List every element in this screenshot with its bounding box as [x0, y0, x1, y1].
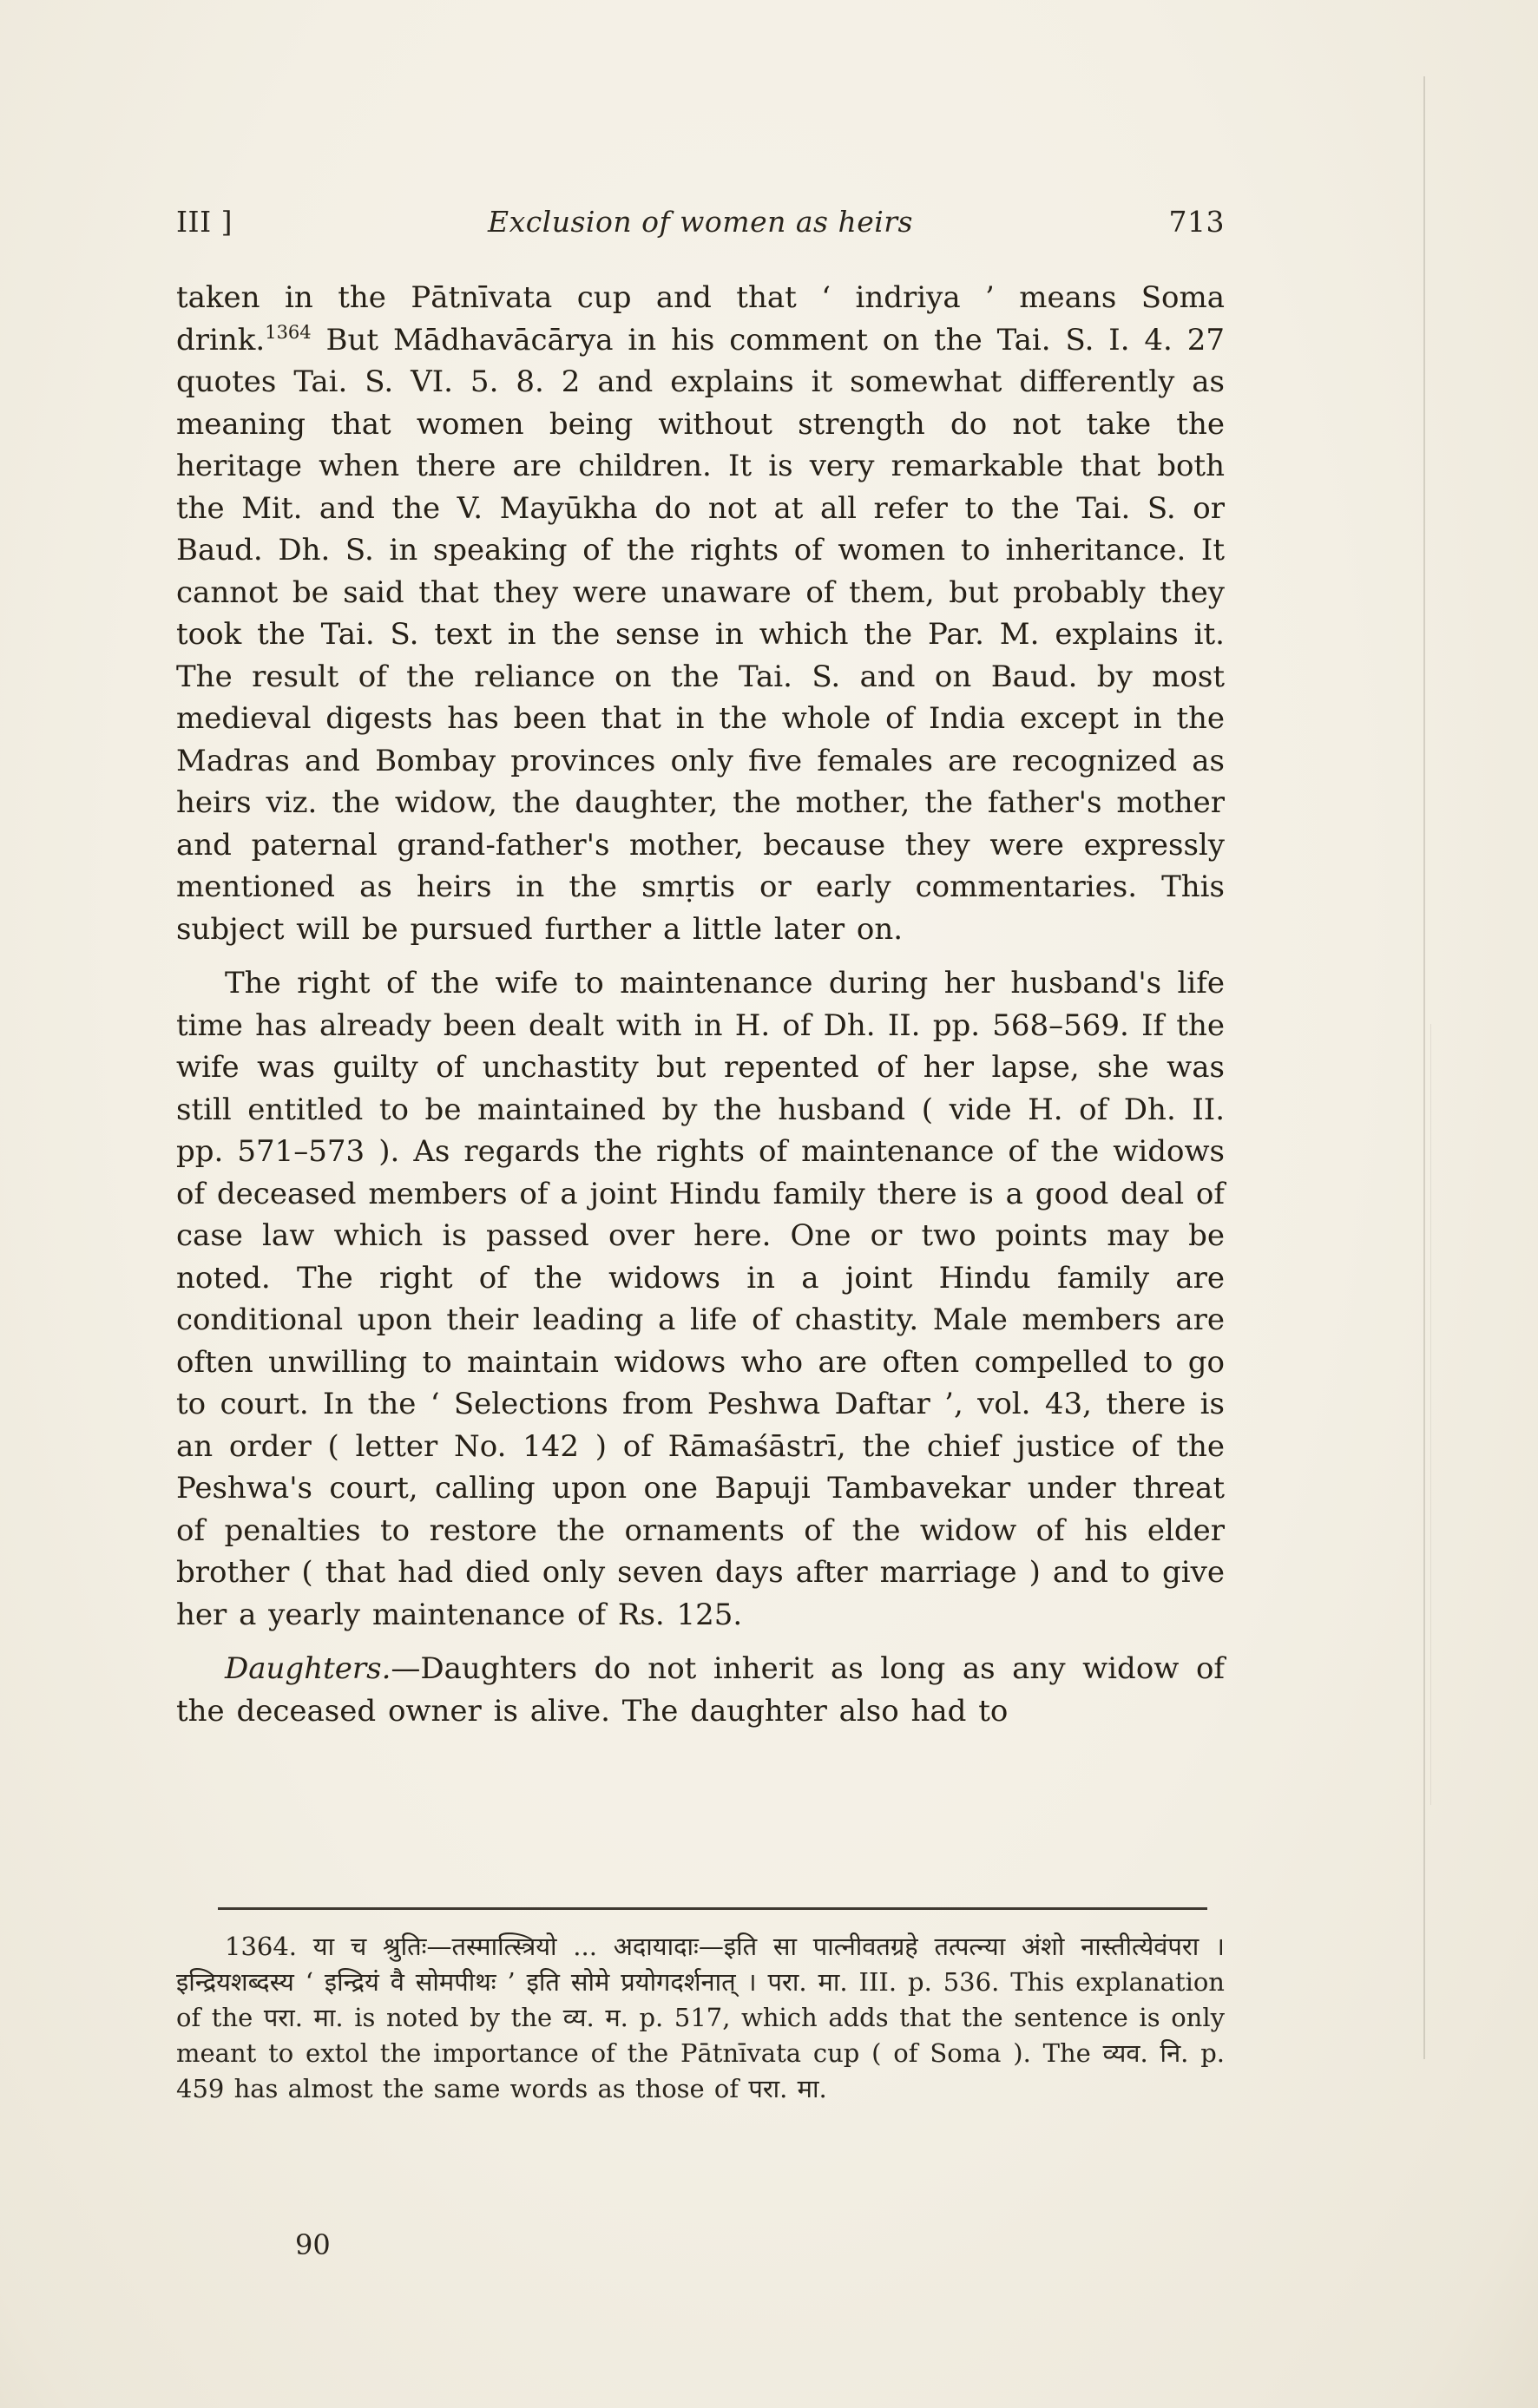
page-edge-line	[1423, 76, 1425, 2059]
page-content	[176, 205, 1225, 1732]
page-edge-line-secondary	[1430, 1024, 1431, 1805]
paragraph-2: The right of the wife to maintenance during her husband's life time has already been dealt with in H. of Dh. II. pp. 568–569. If the wife was guilty of unchastity but repented of her lapse, she was still entitled to be maintained by the husband ( vide H. of Dh. II. pp. 571–573 ). As regards the rights of maintenance of the widows of deceased members of a joint Hindu family there is a good deal of case law which is passed over here. One or two points may be noted. The right of the widows in a joint Hindu family are conditional upon their leading a life of chastity. Male members are often unwilling to maintain widows who are often compelled to go to court. In the ‘ Selections from Peshwa Daftar ’, vol. 43, there is an order ( letter No. 142 ) of Rāmaśāstrī, the chief justice of the Peshwa's court, calling upon one Bapuji Tambavekar under threat of penalties to restore the ornaments of the widow of his elder brother ( that had died only seven days after marriage ) and to give her a yearly maintenance of Rs. 125.	[176, 966, 1225, 1632]
footnote-divider	[218, 1907, 1207, 1910]
paragraph-1-text-after-ref: But Mādhavācārya in his comment on the Tai. S. I. 4. 27 quotes Tai. S. VI. 5. 8. 2 and explains it somewhat differently as meaning that women being without strength do not take the heritage when there are children. It is very remarkable that both the Mit. and the V. Mayūkha do not at all refer to the Tai. S. or Baud. Dh. S. in speaking of the rights of women to inheritance. It cannot be said that they were unaware of them, but probably they took the Tai. S. text in the sense in which the Par. M. explains it. The result of the reliance on the Tai. S. and on Baud. by most medieval digests has been that in the whole of India except in the Madras and Bombay provinces only five females are recognized as heirs viz. the widow, the daughter, the mother, the father's mother and paternal grand-father's mother, because they were expressly mentioned as heirs in the smṛtis or early commentaries. This subject will be pursued further a little later on.	[176, 322, 1225, 947]
chapter-marker: III ]	[176, 205, 233, 239]
running-title: Exclusion of women as heirs	[488, 205, 913, 239]
paragraph-1-text-before-ref: taken in the Pātnīvata cup and that ‘ indriya ’ means Soma drink.	[176, 280, 1225, 358]
paragraph-3	[176, 1648, 1225, 1732]
footnote-section	[176, 1907, 1225, 2107]
paragraph-1	[176, 277, 1225, 950]
paragraph-3-text: —Daughters do not inherit as long as any widow of the deceased owner is alive. The daughter also had to	[176, 1651, 1225, 1729]
page-body	[176, 277, 1225, 1732]
footnote-text: 1364. या च श्रुतिः—तस्मात्स्त्रियो ... अदायादाः—इति सा पात्नीवतग्रहे तत्पत्न्या अंशो नास्तीत्येवंपरा । इन्द्रियशब्दस्य ‘ इन्द्रियं वै सोमपीथः ’ इति सोमे प्रयोगदर्शनात् । परा. मा. III. p. 536. This explanation of the परा. मा. is noted by the व्य. म. p. 517, which adds that the sentence is only meant to extol the importance of the Pātnīvata cup ( of Soma ). The व्यव. नि. p. 459 has almost the same words as those of परा. मा.	[176, 1932, 1225, 2103]
page-number-top: 713	[1168, 205, 1225, 239]
footnote-reference: 1364	[265, 321, 312, 343]
page-header	[176, 205, 1225, 239]
page-number-bottom: 90	[295, 2228, 331, 2261]
paragraph-3-lead-word: Daughters.	[225, 1651, 391, 1686]
